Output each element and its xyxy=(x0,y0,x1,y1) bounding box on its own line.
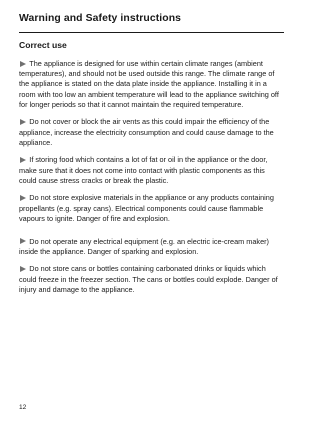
paragraph-climate-range xyxy=(19,59,283,110)
paragraph-text: Do not cover or block the air vents as this could impair the efficiency of the appliance, increase the electricity consumption and could cause damage to the appliance. xyxy=(19,117,274,147)
paragraph-text: Do not store cans or bottles containing carbonated drinks or liquids which could freeze in the freezer section. The cans or bottles could explode. Danger of injury and damage to the appliance. xyxy=(19,264,278,294)
paragraph-electrical-equipment xyxy=(19,237,283,257)
header-divider xyxy=(19,32,284,33)
paragraph-explosive-materials xyxy=(19,193,283,224)
triangle-bullet-icon xyxy=(20,195,26,201)
triangle-bullet-icon xyxy=(20,61,26,67)
triangle-bullet-icon xyxy=(20,157,26,163)
paragraph-text: The appliance is designed for use within certain climate ranges (ambient temperatures), and should not be used outside this range. The climate range of the appliance is stated on the data plate inside the appliance. Installing it in a room with too low an ambient temperature will lead to the appliance switching off for longer periods so that it cannot maintain the required temperature. xyxy=(19,59,279,109)
paragraph-air-vents xyxy=(19,117,283,148)
page-title: Warning and Safety instructions xyxy=(19,13,182,24)
section-title: Correct use xyxy=(19,40,67,50)
page-number: 12 xyxy=(19,404,27,411)
paragraph-text: Do not store explosive materials in the appliance or any products containing propellants (e.g. spray cans). Electrical components could cause flammable vapours to ignite. Danger of fire and explosion. xyxy=(19,193,274,223)
triangle-bullet-icon xyxy=(20,238,26,244)
paragraph-text: Do not operate any electrical equipment (e.g. an electric ice-cream maker) inside the appliance. Danger of sparking and explosion. xyxy=(19,236,269,256)
triangle-bullet-icon xyxy=(20,119,26,125)
paragraph-fatty-food xyxy=(19,155,283,186)
paragraph-text: If storing food which contains a lot of fat or oil in the appliance or the door, make sure that it does not come into contact with plastic components as this could cause stress cracks or break the plastic. xyxy=(19,155,268,185)
section-content xyxy=(19,59,283,302)
paragraph-carbonated-drinks xyxy=(19,264,283,295)
triangle-bullet-icon xyxy=(20,266,26,272)
page-header xyxy=(19,12,284,33)
